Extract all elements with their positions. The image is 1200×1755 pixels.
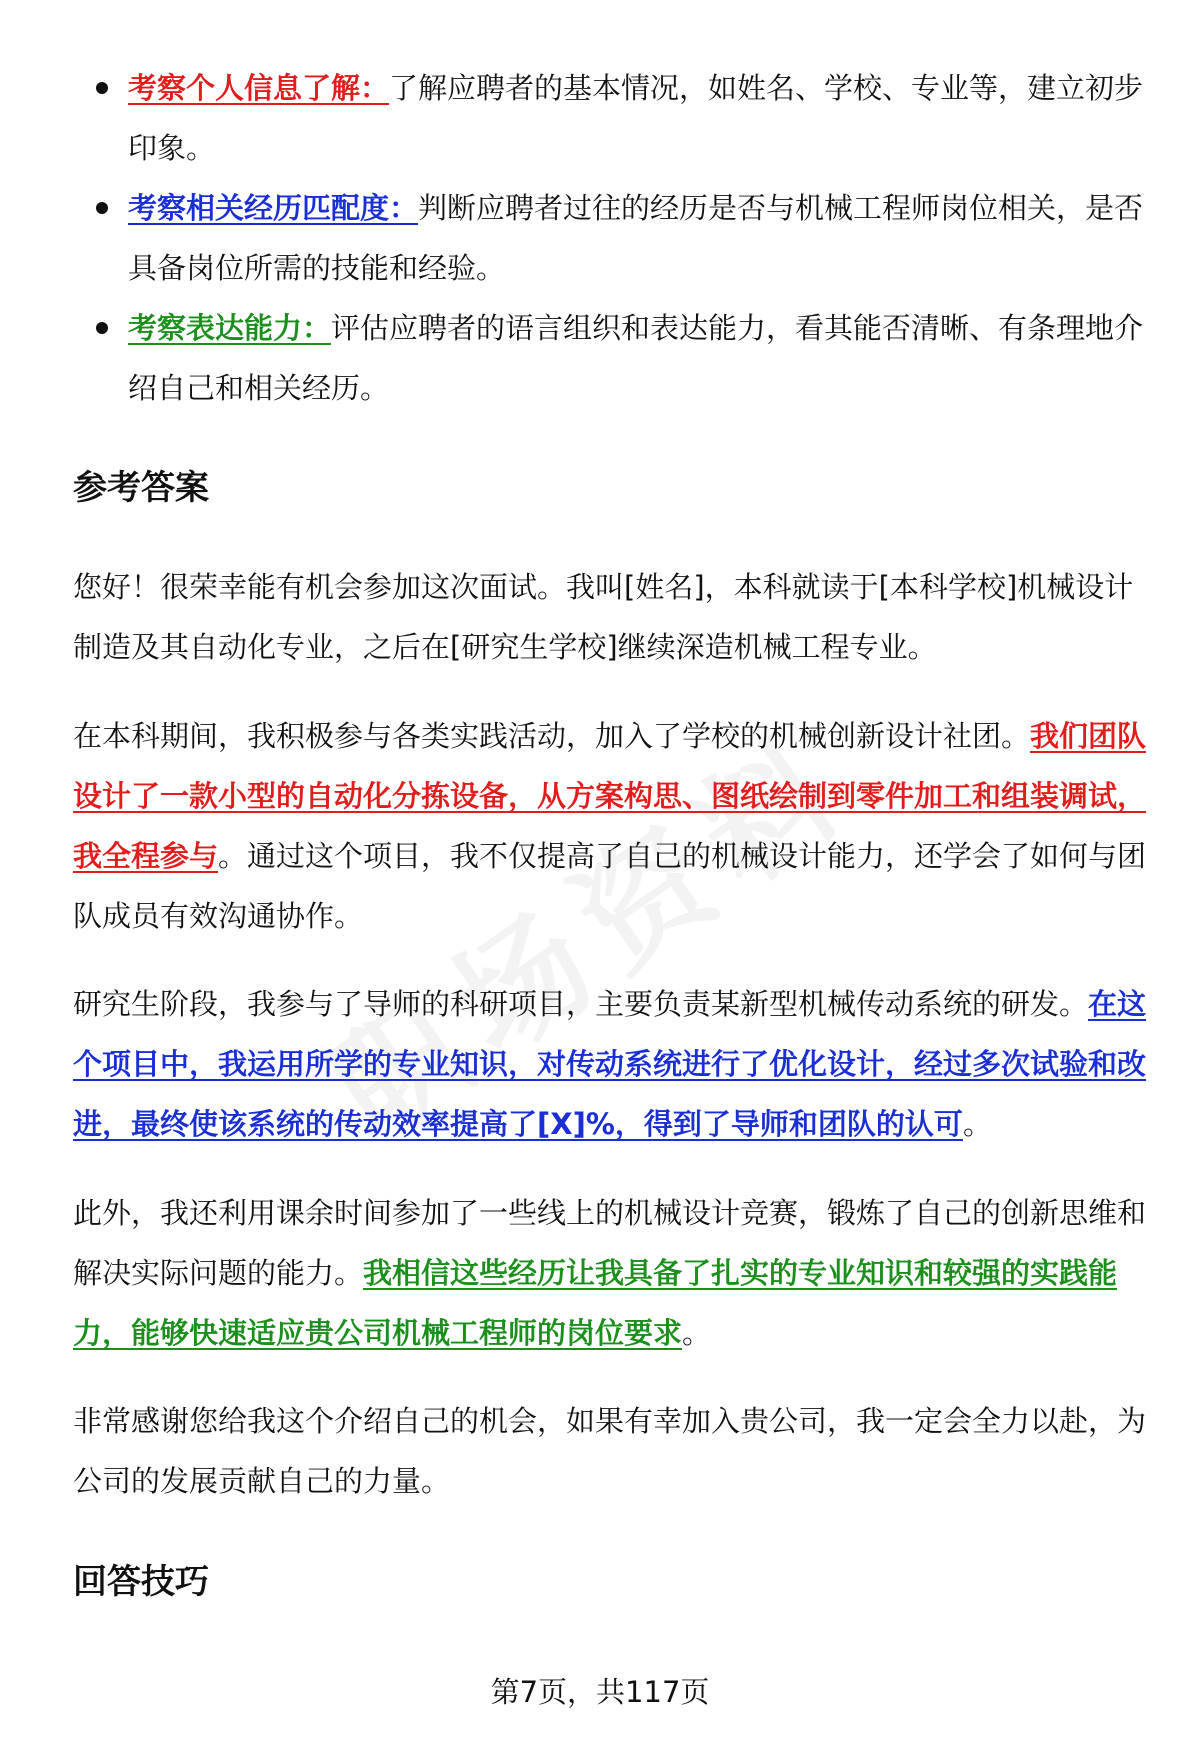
list-item: [0, 58, 1148, 178]
section-heading-reference-answer: 参考答案: [73, 468, 209, 508]
highlighted-text: 我们团队设计了一款小型的自动化分拣设备，从方案构思、图纸绘制到零件加工和组装调试，我全程参与: [73, 719, 1147, 873]
answer-paragraph-intro: 您好！很荣幸能有机会参加这次面试。我叫[姓名]，本科就读于[本科学校]机械设计制造及其自动化专业，之后在[研究生学校]继续深造机械工程专业。: [73, 570, 1134, 664]
page-number: 第7页，共117页: [490, 1675, 710, 1709]
section-heading-answer-tips: 回答技巧: [73, 1562, 209, 1602]
bullet-text: 了解应聘者的基本情况，如姓名、学校、专业等，建立初步印象。: [128, 71, 1144, 165]
answer-paragraph-graduate: [73, 974, 1153, 1154]
highlighted-text: 我相信这些经历让我具备了扎实的专业知识和较强的实践能力，能够快速适应贵公司机械工程师的岗位要求: [73, 1256, 1118, 1350]
paragraph-text: 。: [962, 1107, 992, 1141]
paragraph-text: 研究生阶段，我参与了导师的科研项目，主要负责某新型机械传动系统的研发。: [73, 987, 1089, 1021]
paragraph-text: 。通过这个项目，我不仅提高了自己的机械设计能力，还学会了如何与团队成员有效沟通协作。: [73, 839, 1147, 933]
list-item: [0, 178, 1148, 298]
bullet-label: 考察表达能力：: [128, 311, 332, 345]
bullet-icon: [96, 202, 108, 214]
bullet-icon: [96, 322, 108, 334]
highlighted-text: 在这个项目中，我运用所学的专业知识，对传动系统进行了优化设计，经过多次试验和改进，最终使该系统的传动效率提高了[X]%，得到了导师和团队的认可: [73, 987, 1147, 1141]
paragraph-text: 。: [682, 1316, 712, 1350]
answer-paragraph-closing: 非常感谢您给我这个介绍自己的机会，如果有幸加入贵公司，我一定会全力以赴，为公司的发展贡献自己的力量。: [73, 1404, 1147, 1498]
paragraph-text: 此外，我还利用课余时间参加了一些线上的机械设计竞赛，锻炼了自己的创新思维和解决实际问题的能力。: [73, 1196, 1147, 1290]
bullet-icon: [96, 82, 108, 94]
paragraph-text: 在本科期间，我积极参与各类实践活动，加入了学校的机械创新设计社团。: [73, 719, 1031, 753]
bullet-text: 判断应聘者过往的经历是否与机械工程师岗位相关，是否具备岗位所需的技能和经验。: [128, 191, 1144, 285]
answer-paragraph-extra: [73, 1183, 1153, 1363]
bullet-label: 考察相关经历匹配度：: [128, 191, 419, 225]
bullet-text: 评估应聘者的语言组织和表达能力，看其能否清晰、有条理地介绍自己和相关经历。: [128, 311, 1144, 405]
answer-paragraph-undergrad: [73, 706, 1153, 946]
list-item: [0, 298, 1148, 418]
evaluation-points-list: [0, 58, 1200, 418]
bullet-label: 考察个人信息了解：: [128, 71, 390, 105]
